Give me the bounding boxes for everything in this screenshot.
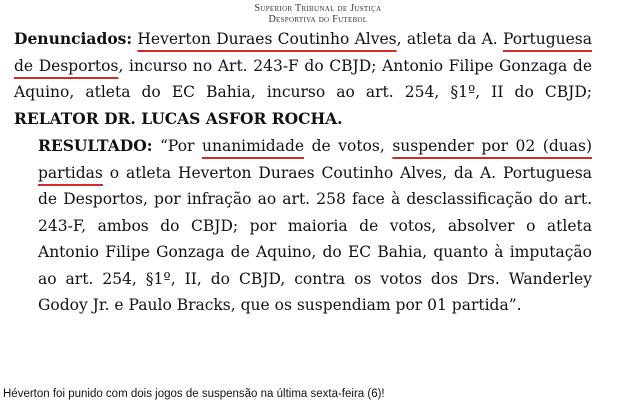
text-segment: de votos,	[304, 137, 393, 155]
underlined-suspension: suspender por 02 (duas) partidas	[38, 137, 592, 182]
text-segment: , atleta da A.	[396, 30, 503, 48]
relator-text: RELATOR DR. LUCAS ASFOR ROCHA.	[14, 108, 343, 128]
text-segment: o atleta Heverton Duraes Coutinho Alves, da A. Portuguesa de Desportos, por infração ao art. 258 face à desclassificação do art. 243-F, ambos do CBJD; por maioria de votos, absolver o atleta Antonio Filipe Gonzaga de Aquino, do EC Bahia, quanto à imputação ao art. 254, §1º, II, do CBJD, contra os votos dos Drs. Wanderley Godoy Jr. e Paulo Bracks, que os suspendiam por 01 partida”.	[38, 163, 592, 314]
resultado-label: RESULTADO:	[38, 136, 153, 155]
paragraph-resultado	[14, 133, 592, 319]
image-caption: Héverton foi punido com dois jogos de suspensão na última sexta-feira (6)!	[3, 388, 385, 400]
paragraph-denunciados	[14, 26, 592, 132]
header-line-1: Superior Tribunal de Justiça	[254, 3, 382, 14]
underlined-unanimidade: unanimidade	[201, 137, 305, 155]
underlined-club-name: Portuguesa de Desportos	[14, 30, 592, 75]
header-line-2: Desportiva do Futebol	[268, 14, 368, 25]
tribunal-header	[0, 3, 636, 25]
underlined-athlete-name: Heverton Duraes Coutinho Alves	[137, 30, 397, 48]
text-segment: “Por	[152, 137, 202, 155]
document-body	[14, 26, 592, 319]
text-segment: , incurso no Art. 243-F do CBJD; Antonio Filipe Gonzaga de Aquino, atleta do EC Bahia, incurso ao art. 254, §1º, II do CBJD;	[14, 56, 592, 101]
denunciados-label: Denunciados:	[14, 29, 133, 48]
